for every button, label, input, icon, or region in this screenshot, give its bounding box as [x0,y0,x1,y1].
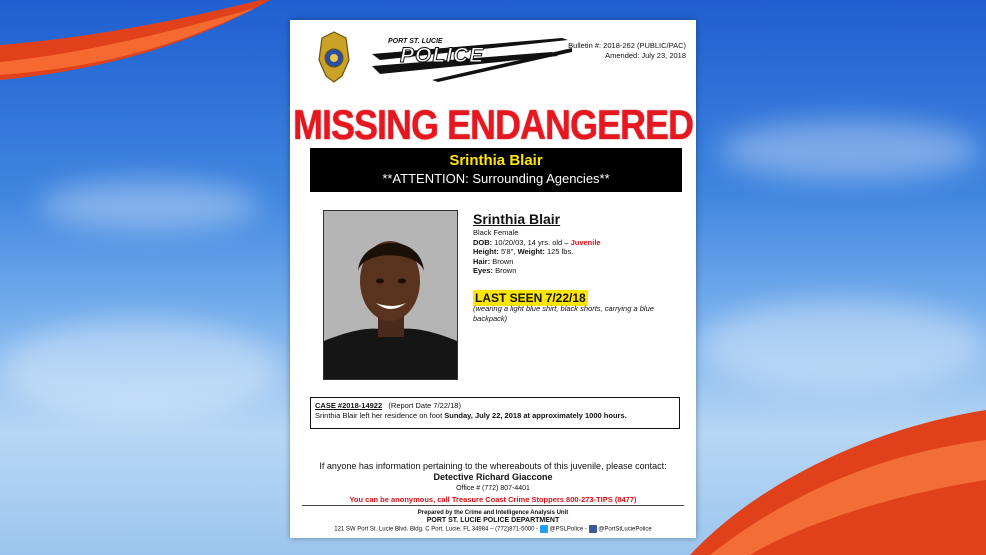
department-small-label: PORT ST. LUCIE [388,38,443,45]
contact-intro: If anyone has information pertaining to the whereabouts of this juvenile, please contact: [319,461,667,471]
facebook-icon [589,525,597,533]
name-banner [310,148,682,192]
flyer-footer [290,509,696,534]
height-weight-line: Height: 5'8", Weight: 125 lbs. [473,247,574,256]
bulletin-number: Bulletin #: 2018-262 (PUBLIC/PAC) [568,41,686,50]
person-name: Srinthia Blair [473,211,561,227]
amended-date: Amended: July 23, 2018 [605,51,686,60]
address-line: 121 SW Port St. Lucie Blvd. Bldg. C Port. Lucie, FL 34984 – (772)871-5000 - @PSLPolice - @PortStLuciePolice [334,526,652,533]
person-details [473,211,601,276]
contact-section [290,461,696,505]
case-description: Srinthia Blair left her residence on foot Sunday, July 22, 2018 at approximately 1000 hours. [315,411,627,420]
hair-line: Hair: Brown [473,256,514,266]
case-number: CASE #2018-14922 [315,401,383,410]
office-phone: Office # (772) 807-4401 [456,485,530,492]
dob-line: DOB: 10/20/03, 14 yrs. old – Juvenile [473,237,601,247]
detective-name: Detective Richard Giaccone [433,472,553,482]
background-cloud [700,300,986,390]
missing-person-photo [323,210,458,380]
case-header [315,401,675,411]
police-wordmark: POLICE [400,44,485,67]
bulletin-info [568,41,686,61]
race-sex: Black Female [473,228,519,237]
case-box [310,397,680,429]
twitter-icon [540,525,548,533]
background-cloud [40,180,260,230]
bottom-right-swoosh [690,400,986,555]
police-badge-icon [316,30,352,84]
report-date: (Report Date 7/22/18) [388,401,461,410]
clothing-description: (wearing a light blue shirt, black shorts, carrying a blue backpack) [473,304,654,323]
missing-person-flyer [290,20,696,538]
background-cloud [0,320,280,420]
banner-name: Srinthia Blair [449,152,543,169]
background-cloud [720,120,980,180]
last-seen-highlight: LAST SEEN 7/22/18 [475,291,586,305]
eyes-line: Eyes: Brown [473,266,517,275]
crime-stoppers-line: You can be anonymous, call Treasure Coast Crime Stoppers 800-273-TIPS (8477) [349,495,637,504]
footer-divider [302,505,684,506]
missing-endangered-headline: MISSING ENDANGERED [292,100,694,148]
banner-attention: **ATTENTION: Surrounding Agencies** [382,171,610,186]
department-name: PORT ST. LUCIE POLICE DEPARTMENT [426,517,560,524]
prepared-by: Prepared by the Crime and Intelligence Analysis Unit [417,510,569,516]
top-left-swoosh [0,0,270,100]
juvenile-label: Juvenile [570,237,601,247]
